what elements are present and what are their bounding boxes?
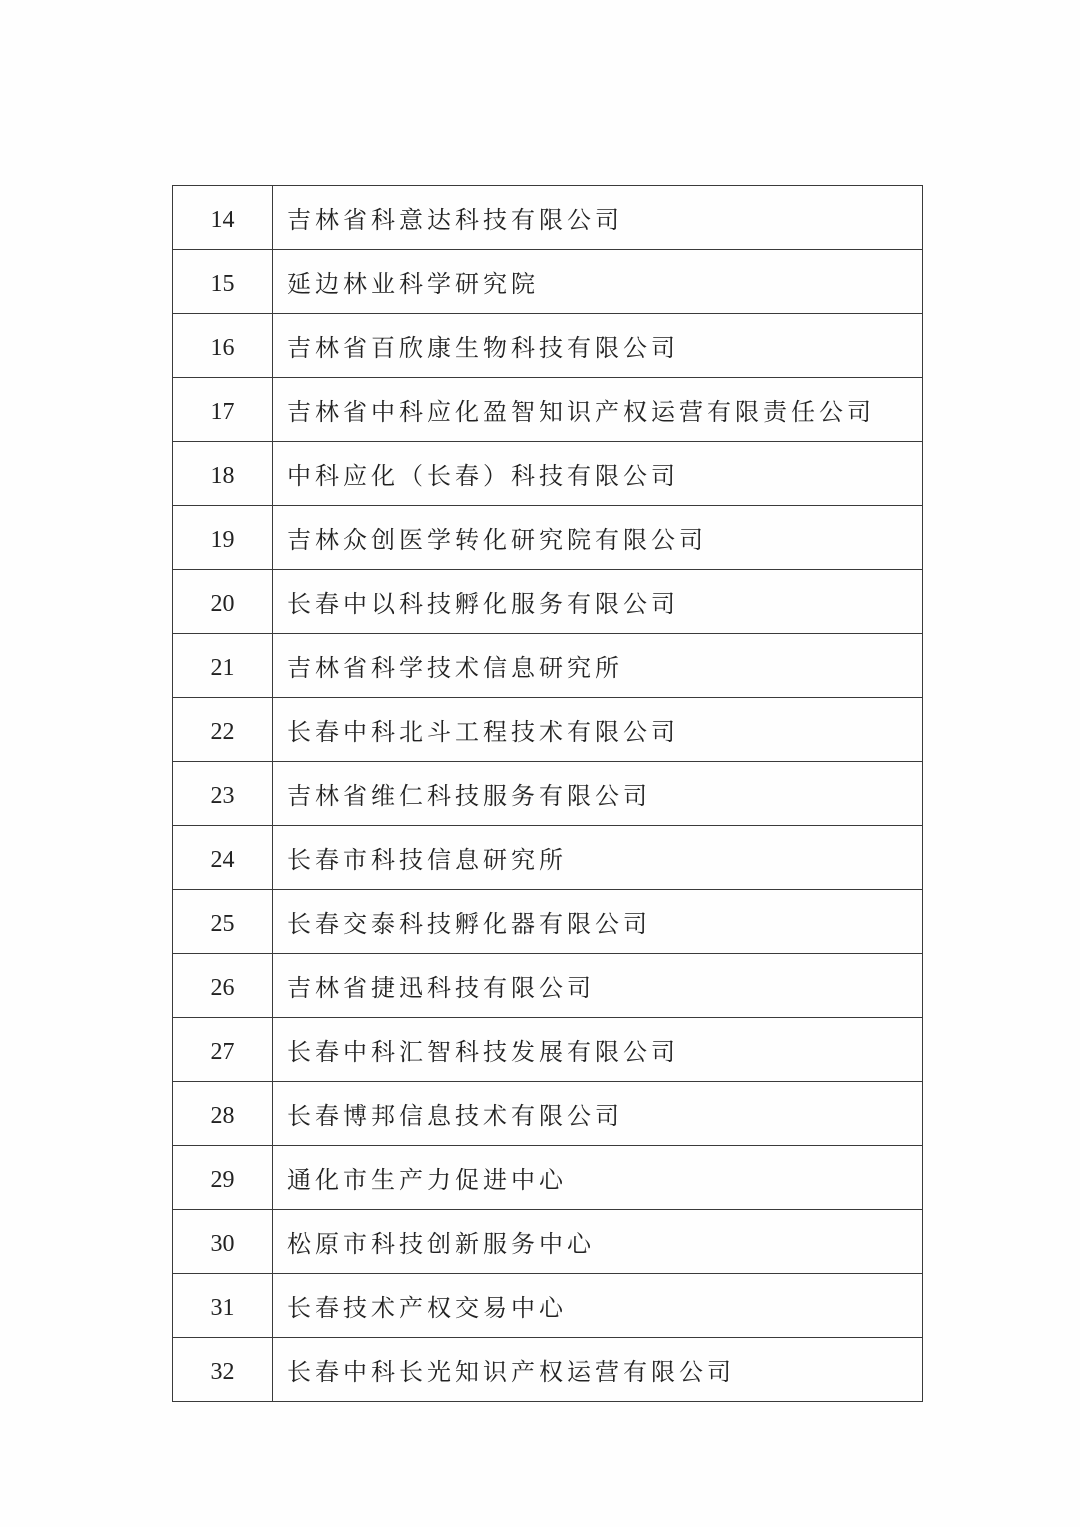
organization-name: 长春中以科技孵化服务有限公司 [273, 570, 923, 634]
organization-name: 松原市科技创新服务中心 [273, 1210, 923, 1274]
organization-name: 长春交泰科技孵化器有限公司 [273, 890, 923, 954]
table-row [173, 954, 923, 1018]
row-number: 15 [173, 250, 273, 314]
table-row [173, 826, 923, 890]
row-number: 31 [173, 1274, 273, 1338]
table-row [173, 1018, 923, 1082]
table-row [173, 762, 923, 826]
organization-name: 长春市科技信息研究所 [273, 826, 923, 890]
table-row [173, 1146, 923, 1210]
organization-name: 长春中科北斗工程技术有限公司 [273, 698, 923, 762]
organization-name: 吉林省维仁科技服务有限公司 [273, 762, 923, 826]
row-number: 25 [173, 890, 273, 954]
table-row [173, 1274, 923, 1338]
organization-name: 通化市生产力促进中心 [273, 1146, 923, 1210]
table-row [173, 634, 923, 698]
organization-name: 吉林省捷迅科技有限公司 [273, 954, 923, 1018]
table-row [173, 186, 923, 250]
row-number: 29 [173, 1146, 273, 1210]
row-number: 23 [173, 762, 273, 826]
row-number: 22 [173, 698, 273, 762]
table-row [173, 1338, 923, 1402]
row-number: 21 [173, 634, 273, 698]
row-number: 30 [173, 1210, 273, 1274]
organization-name: 吉林省百欣康生物科技有限公司 [273, 314, 923, 378]
table-row [173, 314, 923, 378]
table-row [173, 698, 923, 762]
row-number: 14 [173, 186, 273, 250]
table-row [173, 378, 923, 442]
table-row [173, 442, 923, 506]
table-row [173, 250, 923, 314]
table-row [173, 1082, 923, 1146]
organization-name: 长春博邦信息技术有限公司 [273, 1082, 923, 1146]
row-number: 18 [173, 442, 273, 506]
row-number: 28 [173, 1082, 273, 1146]
table-row [173, 570, 923, 634]
organization-name: 长春技术产权交易中心 [273, 1274, 923, 1338]
row-number: 32 [173, 1338, 273, 1402]
table-body [173, 186, 923, 1402]
row-number: 24 [173, 826, 273, 890]
organization-table [172, 185, 923, 1402]
table-row [173, 506, 923, 570]
row-number: 17 [173, 378, 273, 442]
row-number: 16 [173, 314, 273, 378]
table-row [173, 890, 923, 954]
row-number: 19 [173, 506, 273, 570]
row-number: 20 [173, 570, 273, 634]
row-number: 26 [173, 954, 273, 1018]
organization-name: 吉林省中科应化盈智知识产权运营有限责任公司 [273, 378, 923, 442]
organization-name: 吉林省科学技术信息研究所 [273, 634, 923, 698]
row-number: 27 [173, 1018, 273, 1082]
organization-name: 长春中科汇智科技发展有限公司 [273, 1018, 923, 1082]
organization-name: 长春中科长光知识产权运营有限公司 [273, 1338, 923, 1402]
organization-name: 吉林众创医学转化研究院有限公司 [273, 506, 923, 570]
organization-name: 吉林省科意达科技有限公司 [273, 186, 923, 250]
organization-name: 中科应化（长春）科技有限公司 [273, 442, 923, 506]
organization-name: 延边林业科学研究院 [273, 250, 923, 314]
table-row [173, 1210, 923, 1274]
